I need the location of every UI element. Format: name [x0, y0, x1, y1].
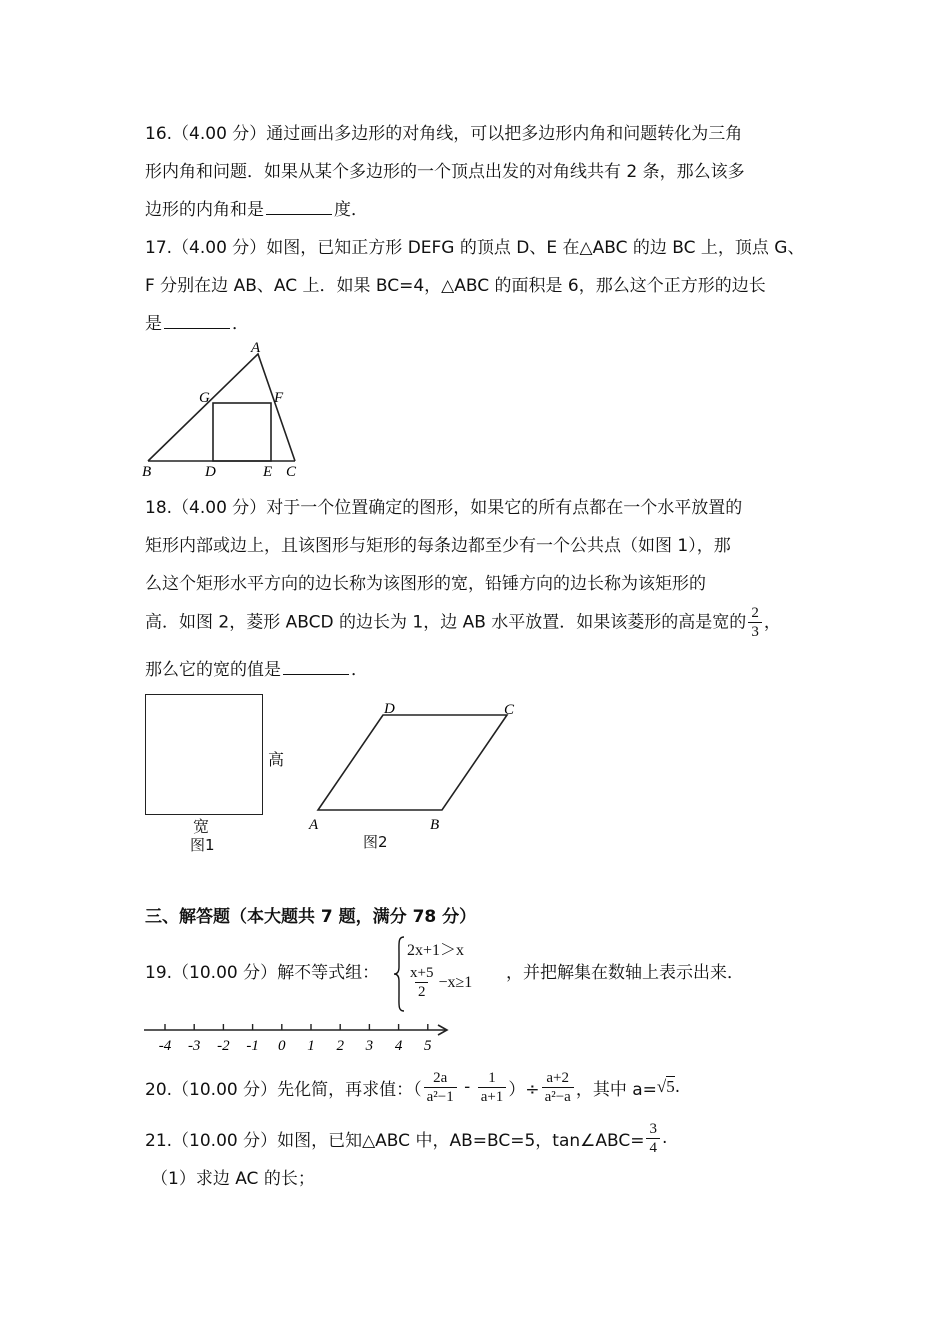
fraction-a-plus-2-over-a2-minus-a: $\frac{a+2}{\text{a²−a}}$ — [542, 1070, 574, 1105]
q19-prefix: 19.（10.00 分）解不等式组： — [145, 963, 380, 983]
figure1-rectangle — [145, 694, 263, 815]
q16-text: 边形的内角和是 — [145, 200, 264, 220]
inequality-2 — [405, 965, 472, 1000]
q20-suffix: ，其中 a= — [575, 1079, 657, 1100]
q21-prefix: 21.（10.00 分）如图，已知△ABC 中，AB=BC=5，tan∠ABC= — [145, 1130, 645, 1151]
number-line-ticks — [159, 1024, 432, 1054]
inequality-2-rest: −x≥1 — [438, 973, 473, 991]
fraction-x-plus-5-over-2: $\frac{x+5}{2}$ — [410, 965, 434, 1000]
q20-line — [145, 1066, 680, 1108]
number-line-tick-label: -3 — [187, 1038, 201, 1054]
q21-part1: （1）求边 AC 的长； — [151, 1169, 315, 1189]
figure1-height-label: 高 — [268, 750, 285, 769]
q20-end: . — [674, 1077, 681, 1097]
answer-blank — [164, 314, 230, 329]
figure2-caption: 图2 — [363, 833, 388, 851]
inequality-1: 2x+1＞x — [407, 942, 465, 959]
q17-line2: F 分别在边 AB、AC 上．如果 BC=4，△ABC 的面积是 6，那么这个正方形的边长 — [145, 276, 766, 296]
fraction-2a-over-a2-minus-1: $\frac{2a}{\text{a²−1}}$ — [424, 1070, 457, 1105]
q17-triangle-figure — [138, 340, 308, 480]
sqrt-radicand: 5 — [666, 1077, 675, 1096]
figure1-width-label: 宽 — [193, 817, 210, 836]
q20-prefix: 20.（10.00 分）先化简，再求值：（ — [145, 1079, 422, 1100]
q18-text: 高．如图 2，菱形 ABCD 的边长为 1，边 AB 水平放置．如果该菱形的高是宽的 — [145, 612, 747, 633]
q18-line5 — [145, 659, 368, 681]
label-e: E — [263, 464, 273, 480]
number-line-tick-label: 1 — [307, 1038, 315, 1054]
q17-text-end: ． — [232, 314, 249, 334]
label-b: B — [430, 817, 440, 833]
number-line-tick-label: -4 — [158, 1038, 172, 1054]
number-line-tick-label: 3 — [365, 1038, 374, 1054]
number-line-tick-label: 4 — [394, 1038, 403, 1054]
fraction-two-thirds: $\frac{2}{3}$ — [748, 605, 762, 640]
number-line-tick-label: 2 — [336, 1038, 344, 1054]
fraction-3-over-4: $\frac{3}{4}$ — [646, 1121, 660, 1156]
q19-suffix: ，并把解集在数轴上表示出来． — [506, 963, 744, 983]
number-line-tick-label: 5 — [424, 1038, 432, 1054]
figure1-caption: 图1 — [190, 836, 215, 854]
sqrt-5: √5 — [656, 1077, 675, 1096]
q16-line1: 16.（4.00 分）通过画出多边形的对角线，可以把多边形内角和问题转化为三角 — [145, 124, 743, 144]
q16-text-end: 度． — [334, 200, 368, 220]
label-d: D — [205, 464, 216, 480]
label-a: A — [251, 340, 261, 356]
q20-close: ）÷ — [508, 1079, 540, 1100]
number-line — [140, 1020, 460, 1062]
label-d: D — [384, 701, 395, 717]
brace — [393, 935, 405, 1013]
answer-blank — [266, 200, 332, 215]
q18-line3: 么这个矩形水平方向的边长称为该图形的宽，铅锤方向的边长称为该矩形的 — [145, 574, 706, 594]
q18-line4 — [145, 605, 781, 640]
figure2-rhombus — [300, 695, 530, 835]
label-g: G — [199, 390, 210, 406]
number-line-tick-label: -2 — [217, 1038, 230, 1054]
label-b: B — [142, 464, 152, 480]
q17-text: 是 — [145, 314, 162, 334]
q17-line1: 17.（4.00 分）如图，已知正方形 DEFG 的顶点 D、E 在△ABC 的边 BC 上，顶点 G、 — [145, 238, 805, 258]
minus-sign: - — [458, 1077, 476, 1097]
q21-end: . — [661, 1128, 668, 1148]
answer-blank — [283, 660, 349, 675]
section3-heading: 三、解答题（本大题共 7 题，满分 78 分） — [145, 907, 477, 927]
q18-text-end: ． — [351, 660, 368, 680]
rhombus-abcd — [318, 715, 507, 810]
square-defg — [213, 403, 271, 461]
q18-text: 那么它的宽的值是 — [145, 660, 281, 680]
number-line-tick-label: 0 — [278, 1038, 286, 1054]
label-a: A — [309, 817, 319, 833]
q18-line1: 18.（4.00 分）对于一个位置确定的图形，如果它的所有点都在一个水平放置的 — [145, 498, 743, 518]
inequality-system — [393, 935, 503, 1013]
q17-line3 — [145, 313, 249, 335]
q21-line — [145, 1118, 667, 1158]
label-c: C — [504, 702, 515, 718]
label-c: C — [286, 464, 297, 480]
number-line-tick-label: -1 — [246, 1038, 259, 1054]
triangle-abc — [148, 354, 295, 461]
q16-line3 — [145, 199, 368, 221]
fraction-1-over-a-plus-1: $\frac{1}{a+1}$ — [478, 1070, 507, 1105]
q16-line2: 形内角和问题．如果从某个多边形的一个顶点出发的对角线共有 2 条，那么该多 — [145, 162, 745, 182]
label-f: F — [274, 390, 284, 406]
q18-comma: ， — [763, 612, 781, 633]
q18-line2: 矩形内部或边上，且该图形与矩形的每条边都至少有一个公共点（如图 1），那 — [145, 536, 731, 556]
